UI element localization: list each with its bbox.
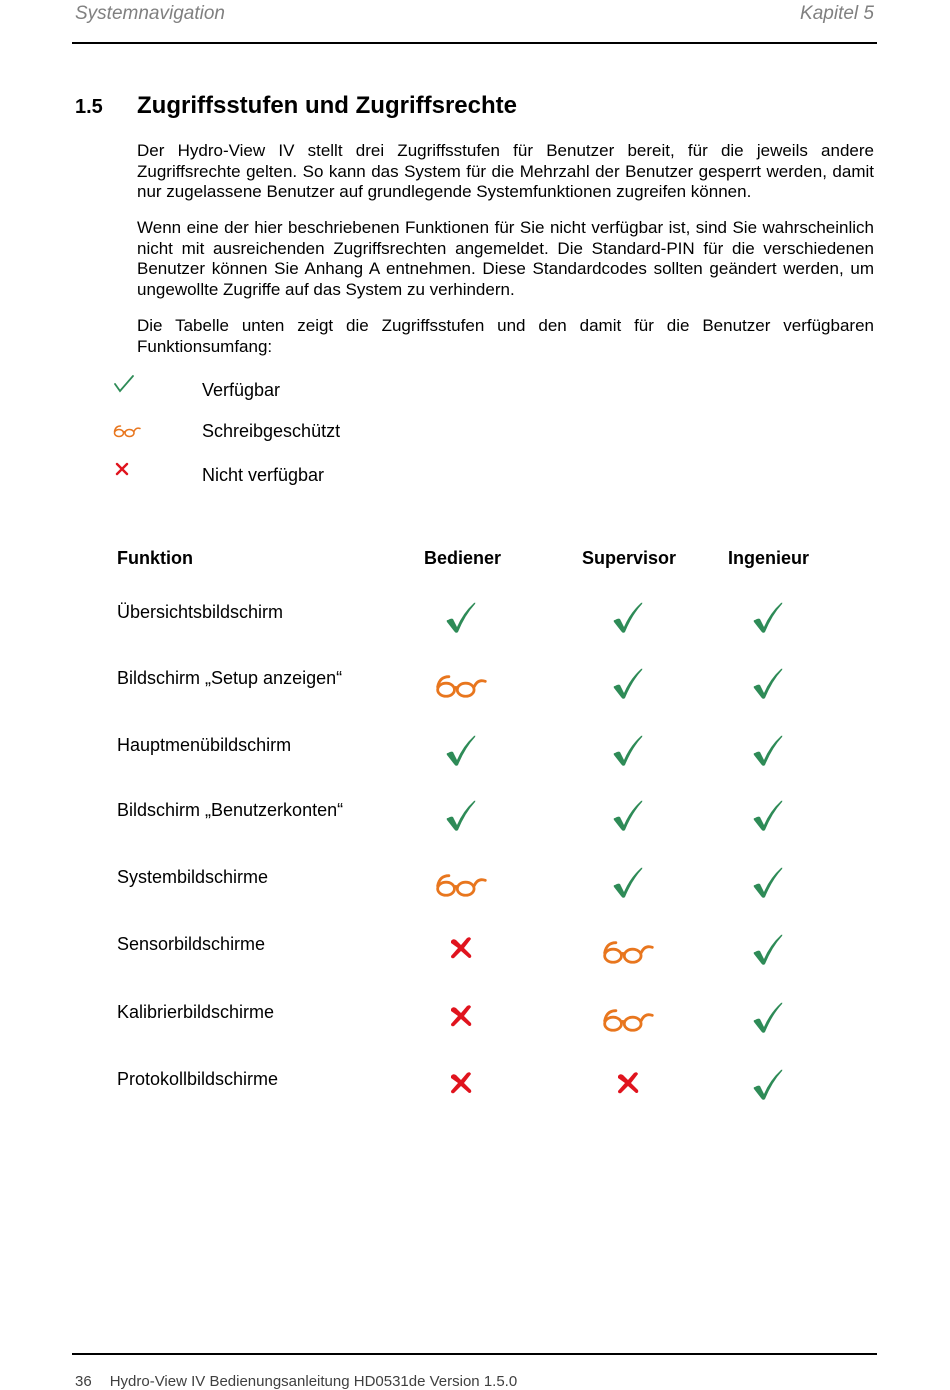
- supervisor-check-icon: [611, 666, 645, 700]
- column-header-function: Funktion: [117, 548, 193, 568]
- supervisor-check-icon: [611, 600, 645, 634]
- engineer-check-icon: [751, 798, 785, 832]
- supervisor-check-icon: [611, 798, 645, 832]
- table-row-label: Kalibrierbildschirme: [117, 1002, 275, 1022]
- column-header-supervisor: Supervisor: [582, 548, 677, 568]
- table-row-label: Übersichtsbildschirm: [117, 602, 284, 622]
- engineer-check-icon: [751, 1000, 785, 1034]
- supervisor-check-icon: [611, 733, 645, 767]
- operator-check-icon: [444, 798, 478, 832]
- column-header-engineer: Ingenieur: [728, 548, 810, 568]
- legend-label-read-only: Schreibgeschützt: [202, 421, 341, 441]
- paragraph-intro: Der Hydro-View IV stellt drei Zugriffsstufen für Benutzer bereit, für die jeweils andere Zugriffsrechte gelten. So kann das System für die Mehrzahl der Benutzer gesperrt werden, damit nur zugelassene Benutzer auf grundlegende Systemfunktionen zugreifen können.: [137, 141, 874, 201]
- operator-check-icon: [444, 600, 478, 634]
- engineer-check-icon: [751, 733, 785, 767]
- section-number: 1.5: [75, 96, 103, 118]
- engineer-check-icon: [751, 600, 785, 634]
- paragraph-table-intro: Die Tabelle unten zeigt die Zugriffsstufen und den damit für die Benutzer verfügbaren Funktionsumfang:: [137, 316, 874, 356]
- legend-cross-icon: [115, 462, 129, 476]
- paragraph-pin-info: Wenn eine der hier beschriebenen Funktionen für Sie nicht verfügbar ist, sind Sie wahrscheinlich nicht mit ausreichenden Zugriffsrechten angemeldet. Die Standard-PIN für die verschiedenen Benutzer können Sie Anhang A entnehmen. Diese Standardcodes sollten geändert werden, um ungewollte Zugriffe auf das System zu verhindern.: [137, 218, 874, 299]
- engineer-check-icon: [751, 1067, 785, 1101]
- operator-glasses-icon: [432, 871, 490, 899]
- operator-check-icon: [444, 733, 478, 767]
- section-title: Zugriffsstufen und Zugriffsrechte: [137, 92, 517, 119]
- supervisor-cross-icon: [615, 1070, 641, 1096]
- supervisor-glasses-icon: [599, 1006, 657, 1034]
- document-title: Hydro-View IV Bedienungsanleitung HD0531de Version 1.5.0: [109, 1373, 518, 1390]
- legend-check-icon: [112, 373, 136, 395]
- table-row-label: Sensorbildschirme: [117, 934, 266, 954]
- legend-label-not-available: Nicht verfügbar: [202, 465, 325, 485]
- table-row-label: Protokollbildschirme: [117, 1069, 279, 1089]
- engineer-check-icon: [751, 932, 785, 966]
- operator-cross-icon: [448, 1003, 474, 1029]
- operator-glasses-icon: [432, 672, 490, 700]
- table-row-label: Bildschirm „Setup anzeigen“: [117, 668, 343, 688]
- table-row-label: Bildschirm „Benutzerkonten“: [117, 800, 344, 820]
- running-header-chapter-number: Kapitel 5: [800, 3, 874, 24]
- header-rule: [72, 42, 877, 44]
- legend-label-available: Verfügbar: [202, 380, 281, 400]
- table-row-label: Hauptmenübildschirm: [117, 735, 292, 755]
- supervisor-glasses-icon: [599, 938, 657, 966]
- column-header-operator: Bediener: [424, 548, 502, 568]
- supervisor-check-icon: [611, 865, 645, 899]
- operator-cross-icon: [448, 935, 474, 961]
- running-header-chapter-name: Systemnavigation: [75, 3, 225, 24]
- legend-glasses-icon: [112, 423, 142, 439]
- footer-rule: [72, 1353, 877, 1355]
- table-row-label: Systembildschirme: [117, 867, 269, 887]
- engineer-check-icon: [751, 666, 785, 700]
- operator-cross-icon: [448, 1070, 474, 1096]
- page-footer: [75, 1373, 517, 1390]
- page-number: 36: [75, 1373, 92, 1390]
- engineer-check-icon: [751, 865, 785, 899]
